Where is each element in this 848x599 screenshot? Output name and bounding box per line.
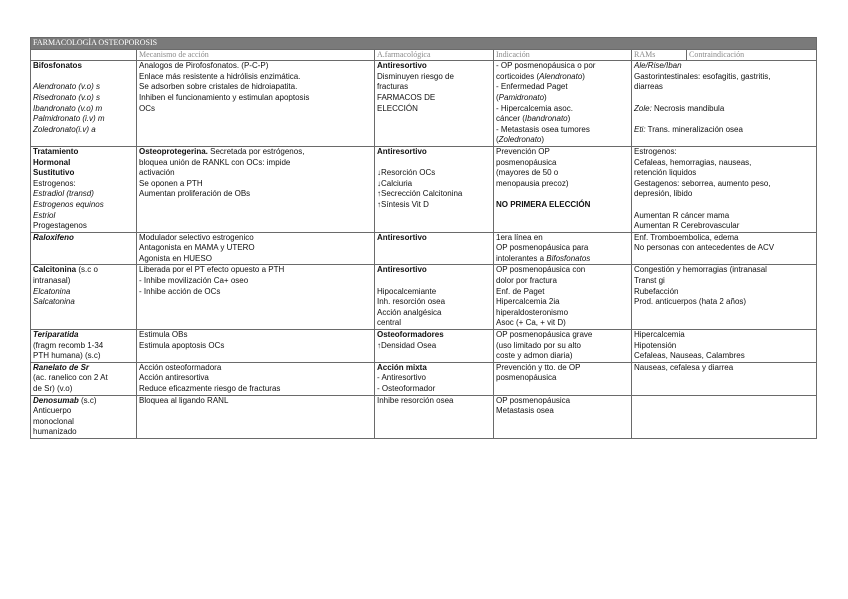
rams-contra-line: [634, 396, 814, 407]
indicacion-line: (Zoledronato): [496, 135, 545, 145]
drug-line: Progestagenos: [33, 221, 87, 231]
indicacion-line: - Hipercalcemia asoc.: [496, 103, 573, 113]
mecanismo-line: Estimula apoptosis OCs: [139, 340, 225, 350]
indicacion-line: posmenopáusica: [496, 373, 557, 383]
drug-line: humanizado: [33, 427, 77, 437]
mecanismo-line: bloquea unión de RANKL con OCs: impide: [139, 157, 291, 167]
rams-contra-line: Congestión y hemorragias (intranasal: [634, 265, 767, 275]
drug-line: Palmidronato (i.v) m: [33, 114, 105, 124]
indicacion-line: OP posmenopáusica grave: [496, 330, 593, 340]
afarmacologica-line: Osteoformadores: [377, 330, 444, 340]
drug-line: Estrogenos:: [33, 178, 76, 188]
afarmacologica-line: ↓Calciuria: [377, 178, 413, 188]
drug-line: Estrogenos equinos: [33, 199, 104, 209]
afarmacologica-line: FARMACOS DE: [377, 92, 436, 102]
drug-line: Risedronato (v.o) s: [33, 92, 100, 102]
indicacion-line: coste y admon diaria): [496, 351, 573, 361]
mecanismo-line: Enlace más resistente a hidrólisis enzimática.: [139, 71, 301, 81]
mecanismo-line: Analogos de Pirofosfonatos. (P-C-P): [139, 61, 269, 71]
afarmacologica-line: Hipocalcemiante: [377, 286, 437, 296]
drug-line: Raloxifeno: [33, 232, 74, 242]
drug-line: Salcatonina: [33, 297, 75, 307]
mecanismo-line: Aumentan proliferación de OBs: [139, 189, 251, 199]
indicacion-line: cáncer (Ibandronato): [496, 114, 571, 124]
mecanismo-line: Se adsorben sobre cristales de hidroiapatita.: [139, 82, 298, 92]
afarmacologica-line: [377, 276, 491, 287]
rams-contra-line: [634, 93, 814, 104]
drug-cell: [31, 265, 137, 330]
rams-contra-line: retención liquidos: [634, 168, 697, 178]
indicacion-line: Hipercalcemia 2ia: [496, 297, 560, 307]
rams-contra-cell: [632, 232, 817, 265]
drug-line: Ranelato de Sr: [33, 362, 90, 372]
indicacion-line: - Metastasis osea tumores: [496, 124, 590, 134]
rams-contra-line: Gastorintestinales: esofagitis, gastritis,: [634, 71, 771, 81]
afarmacologica-line: fracturas: [377, 82, 409, 92]
indicacion-line: - OP posmenopáusica o por: [496, 61, 596, 71]
mecanismo-line: activación: [139, 168, 175, 178]
rams-contra-line: Ale/Rise/Iban: [634, 61, 682, 71]
table-row: [31, 362, 817, 395]
header-rams: RAMs: [632, 49, 687, 61]
rams-contra-line: [634, 200, 814, 211]
indicacion-line: (mayores de 50 o: [496, 168, 559, 178]
table-row: [31, 146, 817, 232]
drug-line: Bifosfonatos: [33, 61, 82, 71]
drug-cell: [31, 61, 137, 147]
afarmacologica-line: Inh. resorción osea: [377, 297, 446, 307]
drug-line: (ac. ranelico con 2 At: [33, 373, 108, 383]
mecanismo-line: Modulador selectivo estrogenico: [139, 232, 254, 242]
drug-line: Alendronato (v.o) s: [33, 82, 100, 92]
afarmacologica-line: - Antiresortivo: [377, 373, 426, 383]
indicacion-line: menopausia precoz): [496, 178, 569, 188]
afarmacologica-line: Disminuyen riesgo de: [377, 71, 454, 81]
drug-line: [33, 72, 134, 83]
osteoporosis-table: [30, 37, 817, 439]
drug-line: Estriol: [33, 210, 56, 220]
mecanismo-line: Osteoprotegerina. Secretada por estrógenos,: [139, 146, 305, 156]
rams-contra-cell: [632, 395, 817, 438]
drug-line: Zoledronato(i.v) a: [33, 124, 96, 134]
table-row: [31, 395, 817, 438]
rams-contra-line: depresión, libido: [634, 189, 693, 199]
drug-cell: [31, 362, 137, 395]
indicacion-line: - Enfermedad Paget: [496, 82, 568, 92]
mecanismo-line: Inhiben el funcionamiento y estimulan apoptosis: [139, 92, 310, 102]
rams-contra-line: Enf. Tromboembolica, edema: [634, 232, 739, 242]
afarmacologica-line: ELECCIÓN: [377, 103, 418, 113]
drug-cell: [31, 395, 137, 438]
rams-contra-cell: [632, 265, 817, 330]
rams-contra-cell: [632, 362, 817, 395]
drug-line: Ibandronato (v.o) m: [33, 103, 103, 113]
mecanismo-line: Bloquea al ligando RANL: [139, 395, 229, 405]
afarmacologica-line: Antiresortivo: [377, 61, 427, 71]
afarmacologica-line: ↑Secrección Calcitonina: [377, 189, 463, 199]
indicacion-line: [496, 189, 629, 200]
indicacion-cell: [494, 265, 632, 330]
indicacion-line: Enf. de Paget: [496, 286, 545, 296]
rams-contra-line: Estrogenos:: [634, 146, 677, 156]
drug-line: Anticuerpo: [33, 406, 72, 416]
mecanismo-line: Liberada por el PT efecto opuesto a PTH: [139, 265, 285, 275]
indicacion-line: OP posmenopáusica para: [496, 243, 589, 253]
drug-line: Tratamiento: [33, 146, 79, 156]
rams-contra-line: Zole: Necrosis mandibula: [634, 103, 725, 113]
afarmacologica-cell: [375, 232, 494, 265]
indicacion-line: NO PRIMERA ELECCIÓN: [496, 199, 591, 209]
rams-contra-line: [634, 114, 814, 125]
indicacion-line: 1era línea en: [496, 232, 543, 242]
header-afarmacologica: A.farmacológica: [375, 49, 494, 61]
afarmacologica-line: [377, 158, 491, 169]
drug-line: Denosumab (s.c): [33, 395, 97, 405]
indicacion-cell: [494, 146, 632, 232]
indicacion-line: Asoc (+ Ca, + vit D): [496, 318, 566, 328]
afarmacologica-line: central: [377, 318, 402, 328]
mecanismo-cell: [137, 395, 375, 438]
drug-line: Estradiol (transd): [33, 189, 94, 199]
drug-line: Elcatonina: [33, 286, 71, 296]
mecanismo-line: Acción osteoformadora: [139, 362, 222, 372]
mecanismo-cell: [137, 146, 375, 232]
afarmacologica-cell: [375, 265, 494, 330]
drug-cell: [31, 146, 137, 232]
indicacion-line: OP posmenopáusica: [496, 395, 571, 405]
rams-contra-line: diarreas: [634, 82, 663, 92]
table-row: [31, 265, 817, 330]
rams-contra-cell: [632, 330, 817, 363]
drug-line: intranasal): [33, 276, 71, 286]
rams-contra-line: Cefaleas, hemorragias, nauseas,: [634, 157, 752, 167]
table-row: [31, 232, 817, 265]
mecanismo-cell: [137, 61, 375, 147]
indicacion-line: posmenopáusica: [496, 157, 557, 167]
afarmacologica-line: ↑Densidad Osea: [377, 340, 437, 350]
table-title: FARMACOLOGÍA OSTEOPOROSIS: [31, 38, 817, 50]
table-row: [31, 330, 817, 363]
rams-contra-line: Transt gi: [634, 276, 665, 286]
afarmacologica-cell: [375, 395, 494, 438]
mecanismo-cell: [137, 362, 375, 395]
rams-contra-line: Aumentan R cáncer mama: [634, 210, 730, 220]
rams-contra-line: No personas con antecedentes de ACV: [634, 243, 775, 253]
table-body: [31, 61, 817, 439]
afarmacologica-line: ↑Síntesis Vit D: [377, 199, 429, 209]
indicacion-line: hiperaldosteronismo: [496, 307, 569, 317]
afarmacologica-line: Antiresortivo: [377, 232, 427, 242]
drug-line: de Sr) (v.o): [33, 384, 73, 393]
rams-contra-line: Hipotensión: [634, 340, 677, 350]
header-mecanismo: Mecanismo de acción: [137, 49, 375, 61]
mecanismo-line: Antagonista en MAMA y UTERO: [139, 243, 255, 253]
afarmacologica-cell: [375, 146, 494, 232]
afarmacologica-line: Antiresortivo: [377, 265, 427, 275]
rams-contra-line: Cefaleas, Nauseas, Calambres: [634, 351, 745, 361]
drug-line: Hormonal: [33, 157, 71, 167]
indicacion-line: (uso limitado por su alto: [496, 340, 581, 350]
indicacion-line: intolerantes a Bifosfonatos: [496, 253, 591, 263]
afarmacologica-cell: [375, 362, 494, 395]
afarmacologica-line: ↓Resorción OCs: [377, 168, 436, 178]
indicacion-cell: [494, 61, 632, 147]
rams-contra-line: Prod. anticuerpos (hata 2 años): [634, 297, 747, 307]
indicacion-cell: [494, 395, 632, 438]
indicacion-line: Prevención y tto. de OP: [496, 362, 581, 372]
indicacion-line: Metastasis osea: [496, 406, 554, 416]
drug-line: monoclonal: [33, 416, 74, 426]
indicacion-line: OP posmenopáusica con: [496, 265, 586, 275]
drug-line: (fragm recomb 1-34: [33, 340, 104, 350]
afarmacologica-line: Acción analgésica: [377, 307, 442, 317]
afarmacologica-cell: [375, 330, 494, 363]
rams-contra-cell: [632, 61, 817, 147]
rams-contra-line: Eti: Trans. mineralización osea: [634, 124, 743, 134]
drug-line: Teriparatida: [33, 330, 79, 340]
header-drug: [31, 49, 137, 61]
mecanismo-cell: [137, 330, 375, 363]
header-contraindicacion: Contraindicación: [687, 49, 817, 61]
drug-line: Calcitonina (s.c o: [33, 265, 98, 275]
indicacion-cell: [494, 362, 632, 395]
drug-cell: [31, 330, 137, 363]
afarmacologica-line: - Osteoformador: [377, 384, 436, 393]
mecanismo-line: Estimula OBs: [139, 330, 188, 340]
mecanismo-line: OCs: [139, 103, 155, 113]
mecanismo-line: Se oponen a PTH: [139, 178, 203, 188]
table-row: [31, 61, 817, 147]
drug-line: Sustitutivo: [33, 168, 75, 178]
indicacion-line: Prevención OP: [496, 146, 550, 156]
rams-contra-line: Gestagenos: seborrea, aumento peso,: [634, 178, 771, 188]
header-indicacion: Indicación: [494, 49, 632, 61]
afarmacologica-line: Antiresortivo: [377, 146, 427, 156]
mecanismo-line: Agonista en HUESO: [139, 253, 212, 263]
indicacion-cell: [494, 330, 632, 363]
afarmacologica-line: Inhibe resorción osea: [377, 395, 454, 405]
indicacion-line: dolor por fractura: [496, 276, 557, 286]
mecanismo-cell: [137, 232, 375, 265]
rams-contra-line: Hipercalcemia: [634, 330, 685, 340]
drug-line: PTH humana) (s.c): [33, 351, 101, 361]
rams-contra-line: Nauseas, cefalesa y diarrea: [634, 362, 734, 372]
rams-contra-line: Aumentan R Cerebrovascular: [634, 221, 740, 231]
drug-cell: [31, 232, 137, 265]
mecanismo-cell: [137, 265, 375, 330]
mecanismo-line: - Inhibe acción de OCs: [139, 286, 221, 296]
afarmacologica-line: Acción mixta: [377, 362, 427, 372]
indicacion-cell: [494, 232, 632, 265]
indicacion-line: (Pamidronato): [496, 92, 547, 102]
rams-contra-line: Rubefacción: [634, 286, 679, 296]
indicacion-line: corticoides (Alendronato): [496, 71, 585, 81]
rams-contra-cell: [632, 146, 817, 232]
mecanismo-line: Reduce eficazmente riesgo de fracturas: [139, 384, 281, 393]
afarmacologica-cell: [375, 61, 494, 147]
mecanismo-line: - Inhibe movilización Ca+ oseo: [139, 276, 249, 286]
mecanismo-line: Acción antiresortiva: [139, 373, 209, 383]
